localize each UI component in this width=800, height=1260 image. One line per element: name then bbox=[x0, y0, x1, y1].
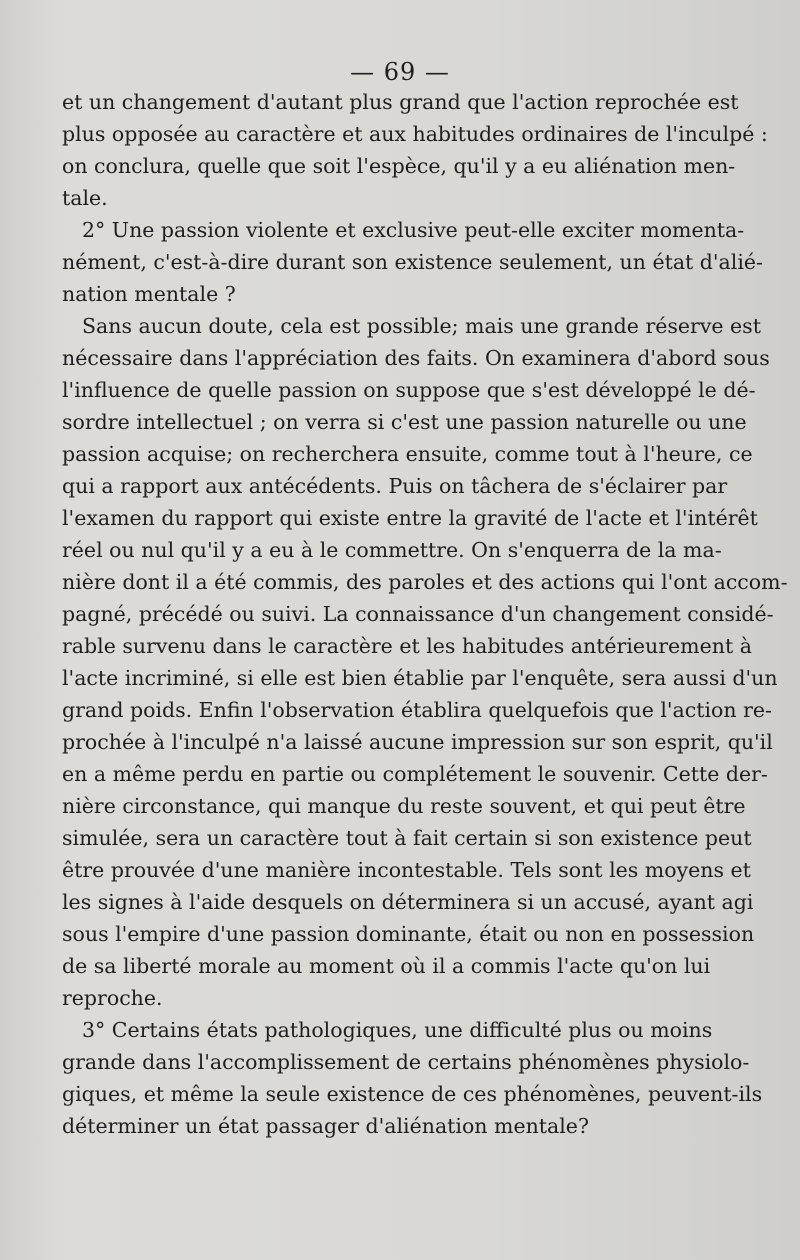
text-line: grande dans l'accomplissement de certains phénomènes physiolo- bbox=[62, 1050, 750, 1074]
text-line: être prouvée d'une manière incontestable. Tels sont les moyens et bbox=[62, 858, 751, 882]
text-line: rable survenu dans le caractère et les habitudes antérieurement à bbox=[62, 634, 752, 658]
text-line: nière circonstance, qui manque du reste souvent, et qui peut être bbox=[62, 794, 746, 818]
text-line: sordre intellectuel ; on verra si c'est une passion naturelle ou une bbox=[62, 410, 747, 434]
text-line: pagné, précédé ou suivi. La connaissance d'un changement considé- bbox=[62, 602, 774, 626]
paragraph bbox=[62, 214, 763, 310]
text-line: 2° Une passion violente et exclusive peut-elle exciter momenta- bbox=[82, 218, 745, 242]
text-line: l'examen du rapport qui existe entre la gravité de l'acte et l'intérêt bbox=[62, 506, 758, 530]
text-line: plus opposée au caractère et aux habitudes ordinaires de l'inculpé : bbox=[62, 122, 768, 146]
text-line: qui a rapport aux antécédents. Puis on tâchera de s'éclairer par bbox=[62, 474, 728, 498]
text-line: nécessaire dans l'appréciation des faits. On examinera d'abord sous bbox=[62, 346, 770, 370]
text-line: reproche. bbox=[62, 986, 163, 1010]
text-line: sous l'empire d'une passion dominante, était ou non en possession bbox=[62, 922, 755, 946]
text-line: tale. bbox=[62, 186, 108, 210]
text-line: Sans aucun doute, cela est possible; mais une grande réserve est bbox=[82, 314, 761, 338]
text-line: nation mentale ? bbox=[62, 282, 236, 306]
text-line: nément, c'est-à-dire durant son existence seulement, un état d'alié- bbox=[62, 250, 763, 274]
text-line: passion acquise; on recherchera ensuite, comme tout à l'heure, ce bbox=[62, 442, 753, 466]
text-line: giques, et même la seule existence de ces phénomènes, peuvent-ils bbox=[62, 1082, 763, 1106]
text-line: grand poids. Enfin l'observation établira quelquefois que l'action re- bbox=[62, 698, 772, 722]
text-line: prochée à l'inculpé n'a laissé aucune impression sur son esprit, qu'il bbox=[62, 730, 773, 754]
paragraph bbox=[62, 1014, 763, 1142]
text-line: l'acte incriminé, si elle est bien établie par l'enquête, sera aussi d'un bbox=[62, 666, 778, 690]
text-line: les signes à l'aide desquels on déterminera si un accusé, ayant agi bbox=[62, 890, 754, 914]
text-line: déterminer un état passager d'aliénation mentale? bbox=[62, 1114, 589, 1138]
paragraph bbox=[62, 310, 788, 1014]
page-number: — 69 — bbox=[350, 58, 450, 86]
paragraph bbox=[62, 86, 768, 214]
page-body bbox=[62, 86, 788, 1142]
text-line: on conclura, quelle que soit l'espèce, qu'il y a eu aliénation men- bbox=[62, 154, 736, 178]
text-line: et un changement d'autant plus grand que l'action reprochée est bbox=[62, 90, 739, 114]
text-line: 3° Certains états pathologiques, une difficulté plus ou moins bbox=[82, 1018, 713, 1042]
text-line: réel ou nul qu'il y a eu à le commettre. On s'enquerra de la ma- bbox=[62, 538, 722, 562]
text-line: en a même perdu en partie ou complétement le souvenir. Cette der- bbox=[62, 762, 768, 786]
text-line: nière dont il a été commis, des paroles et des actions qui l'ont accom- bbox=[62, 570, 788, 594]
text-line: de sa liberté morale au moment où il a commis l'acte qu'on lui bbox=[62, 954, 711, 978]
text-line: l'influence de quelle passion on suppose que s'est développé le dé- bbox=[62, 378, 756, 402]
text-line: simulée, sera un caractère tout à fait certain si son existence peut bbox=[62, 826, 752, 850]
